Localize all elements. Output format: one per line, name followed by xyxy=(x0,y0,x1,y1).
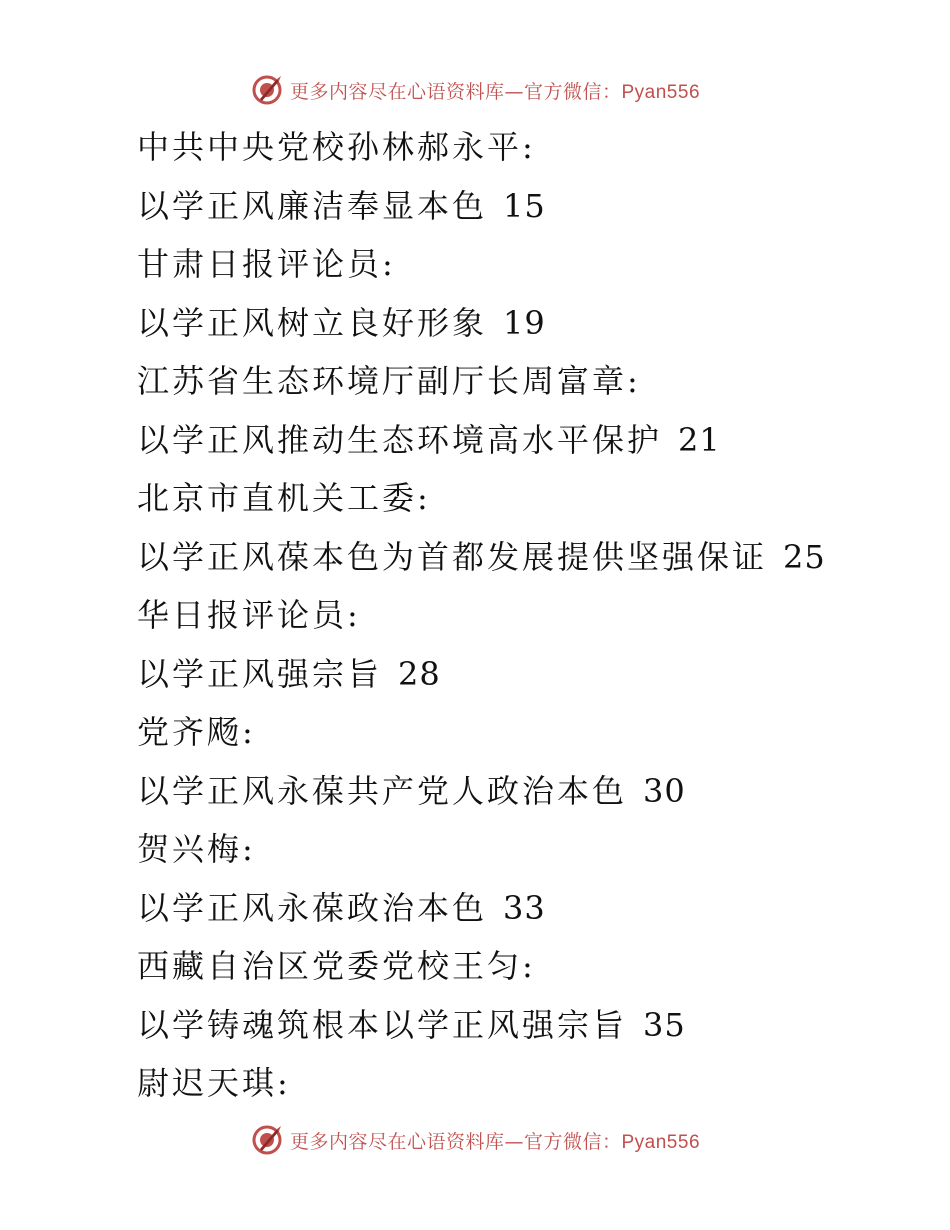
toc-entry xyxy=(137,820,927,879)
toc-entry xyxy=(137,294,927,353)
toc-entry-text: 以学正风永葆政治本色 xyxy=(137,888,488,927)
toc-entry xyxy=(137,645,927,704)
toc-entry-text: 以学正风强宗旨 xyxy=(137,654,383,693)
toc-entry-text: 以学正风推动生态环境高水平保护 xyxy=(137,420,663,459)
toc-entry-page: 25 xyxy=(783,537,826,576)
toc-entry-text: 尉迟天琪: xyxy=(137,1064,291,1102)
toc-entry-page: 28 xyxy=(398,654,441,693)
footer-banner xyxy=(0,1120,950,1160)
toc-entry xyxy=(137,528,927,587)
toc-entry-text: 贺兴梅: xyxy=(137,830,256,868)
toc-entry xyxy=(137,996,927,1055)
toc-entry-text: 以学正风廉洁奉显本色 xyxy=(137,186,488,225)
toc-entry xyxy=(137,411,927,470)
toc-entry-text: 以学正风永葆共产党人政治本色 xyxy=(137,771,628,810)
table-of-contents xyxy=(137,118,927,1113)
toc-entry-page: 33 xyxy=(503,888,546,927)
toc-entry-text: 甘肃日报评论员: xyxy=(137,245,396,283)
toc-entry xyxy=(137,879,927,938)
header-banner-text: 更多内容尽在心语资料库—官方微信：Pyan556 xyxy=(289,80,701,103)
toc-entry-page: 30 xyxy=(643,771,686,810)
toc-entry-text: 北京市直机关工委: xyxy=(137,479,431,517)
toc-entry-text: 江苏省生态环境厅副厅长周富章: xyxy=(137,362,641,400)
toc-entry-text: 中共中央党校孙林郝永平: xyxy=(137,128,536,166)
toc-entry xyxy=(137,937,927,996)
toc-entry-text: 以学正风树立良好形象 xyxy=(137,303,488,342)
pen-logo-icon xyxy=(250,73,284,107)
toc-entry-text: 以学铸魂筑根本以学正风强宗旨 xyxy=(137,1005,628,1044)
toc-entry-page: 35 xyxy=(643,1005,686,1044)
header-banner-id: Pyan556 xyxy=(621,81,701,103)
toc-entry xyxy=(137,1054,927,1113)
toc-entry xyxy=(137,703,927,762)
toc-entry xyxy=(137,586,927,645)
toc-entry-page: 19 xyxy=(503,303,546,342)
toc-entry xyxy=(137,177,927,236)
toc-entry xyxy=(137,469,927,528)
toc-entry xyxy=(137,235,927,294)
footer-banner-text: 更多内容尽在心语资料库—官方微信：Pyan556 xyxy=(289,1130,701,1153)
toc-entry-text: 以学正风葆本色为首都发展提供坚强保证 xyxy=(137,537,768,576)
toc-entry-text: 西藏自治区党委党校王匀: xyxy=(137,947,536,985)
toc-entry-text: 党齐飏: xyxy=(137,713,256,751)
toc-entry-text: 华日报评论员: xyxy=(137,596,361,634)
toc-entry xyxy=(137,762,927,821)
footer-banner-id: Pyan556 xyxy=(621,1131,701,1153)
toc-entry-page: 15 xyxy=(503,186,546,225)
pen-logo-icon xyxy=(250,1123,284,1157)
header-banner xyxy=(0,70,950,110)
toc-entry xyxy=(137,352,927,411)
toc-entry-page: 21 xyxy=(678,420,721,459)
toc-entry xyxy=(137,118,927,177)
